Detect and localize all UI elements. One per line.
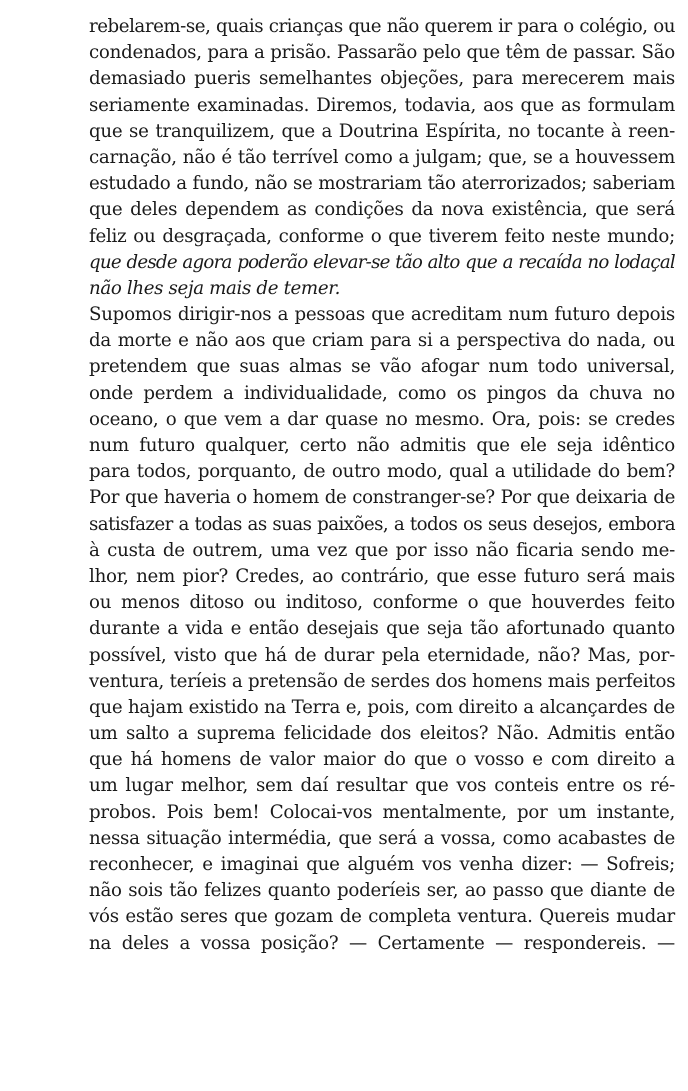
- document-page: [89, 14, 675, 957]
- paragraph: [89, 302, 675, 957]
- text-line: probos. Pois bem! Colocai-vos mentalmente, por um instante,: [89, 801, 675, 823]
- text-line: um lugar melhor, sem daí resultar que vos conteis entre os ré-: [89, 775, 675, 797]
- text-line: nessa situação intermédia, que será a vossa, como acabastes de: [89, 827, 675, 849]
- text-line: ou menos ditoso ou inditoso, conforme o que houverdes feito: [89, 592, 675, 614]
- body-text: [89, 14, 675, 957]
- text-line: um salto a suprema felicidade dos eleitos? Não. Admitis então: [89, 723, 675, 745]
- text-line: reconhecer, e imaginai que alguém vos venha dizer: — Sofreis;: [89, 854, 675, 875]
- text-line: demasiado pueris semelhantes objeções, para merecerem mais: [89, 68, 675, 90]
- text-line: para todos, porquanto, de outro modo, qual a utilidade do bem?: [89, 461, 675, 483]
- text-line: não sois tão felizes quanto poderíeis ser, ao passo que diante de: [89, 880, 675, 902]
- text-line: rebelarem-se, quais crianças que não querem ir para o colégio, ou: [89, 16, 675, 37]
- text-line: da morte e não aos que criam para si a perspectiva do nada, ou: [89, 330, 675, 352]
- text-line: carnação, não é tão terrível como a julgam; que, se a houvessem: [89, 146, 675, 168]
- text-line: condenados, para a prisão. Passarão pelo que têm de passar. São: [89, 42, 675, 64]
- text-line: durante a vida e então desejais que seja tão afortunado quanto: [89, 618, 675, 640]
- text-line: na deles a vossa posição? — Certamente — respondereis. —: [89, 932, 675, 954]
- text-line: satisfazer a todas as suas paixões, a todos os seus desejos, embora: [89, 513, 675, 535]
- text-line: possível, visto que há de durar pela eternidade, não? Mas, por-: [89, 644, 675, 666]
- text-line: pretendem que suas almas se vão afogar num todo universal,: [89, 356, 675, 378]
- text-line: seriamente examinadas. Diremos, todavia, aos que as formulam: [89, 94, 675, 116]
- text-line: que deles dependem as condições da nova existência, que será: [89, 199, 675, 221]
- text-line: lhor, nem pior? Credes, ao contrário, que esse futuro será mais: [89, 565, 675, 587]
- text-line: à custa de outrem, uma vez que por isso não ficaria sendo me-: [89, 539, 675, 561]
- text-line: vós estão seres que gozam de completa ventura. Quereis mudar: [89, 906, 675, 928]
- text-line: Supomos dirigir-nos a pessoas que acreditam num futuro depois: [89, 304, 675, 326]
- paragraph: [89, 14, 675, 302]
- text-line: que se tranquilizem, que a Doutrina Espírita, no tocante à reen-: [89, 120, 675, 142]
- text-line: estudado a fundo, não se mostrariam tão aterrorizados; saberiam: [89, 173, 675, 195]
- text-line: que hajam existido na Terra e, pois, com direito a alcançardes de: [89, 696, 675, 718]
- text-line: oceano, o que vem a dar quase no mesmo. Ora, pois: se credes: [89, 408, 675, 430]
- italic-text-line: que desde agora poderão elevar-se tão alto que a recaída no lodaçal: [89, 251, 675, 273]
- text-line: feliz ou desgraçada, conforme o que tiverem feito neste mundo;: [89, 225, 675, 247]
- text-line: onde perdem a individualidade, como os pingos da chuva no: [89, 382, 675, 404]
- text-line: num futuro qualquer, certo não admitis que ele seja idêntico: [89, 435, 675, 456]
- text-line: Por que haveria o homem de constranger-se? Por que deixaria de: [89, 487, 675, 509]
- text-line: que há homens de valor maior do que o vosso e com direito a: [89, 749, 675, 771]
- text-line: ventura, teríeis a pretensão de serdes dos homens mais perfeitos: [89, 670, 676, 692]
- italic-text-line: não lhes seja mais de temer.: [89, 277, 341, 299]
